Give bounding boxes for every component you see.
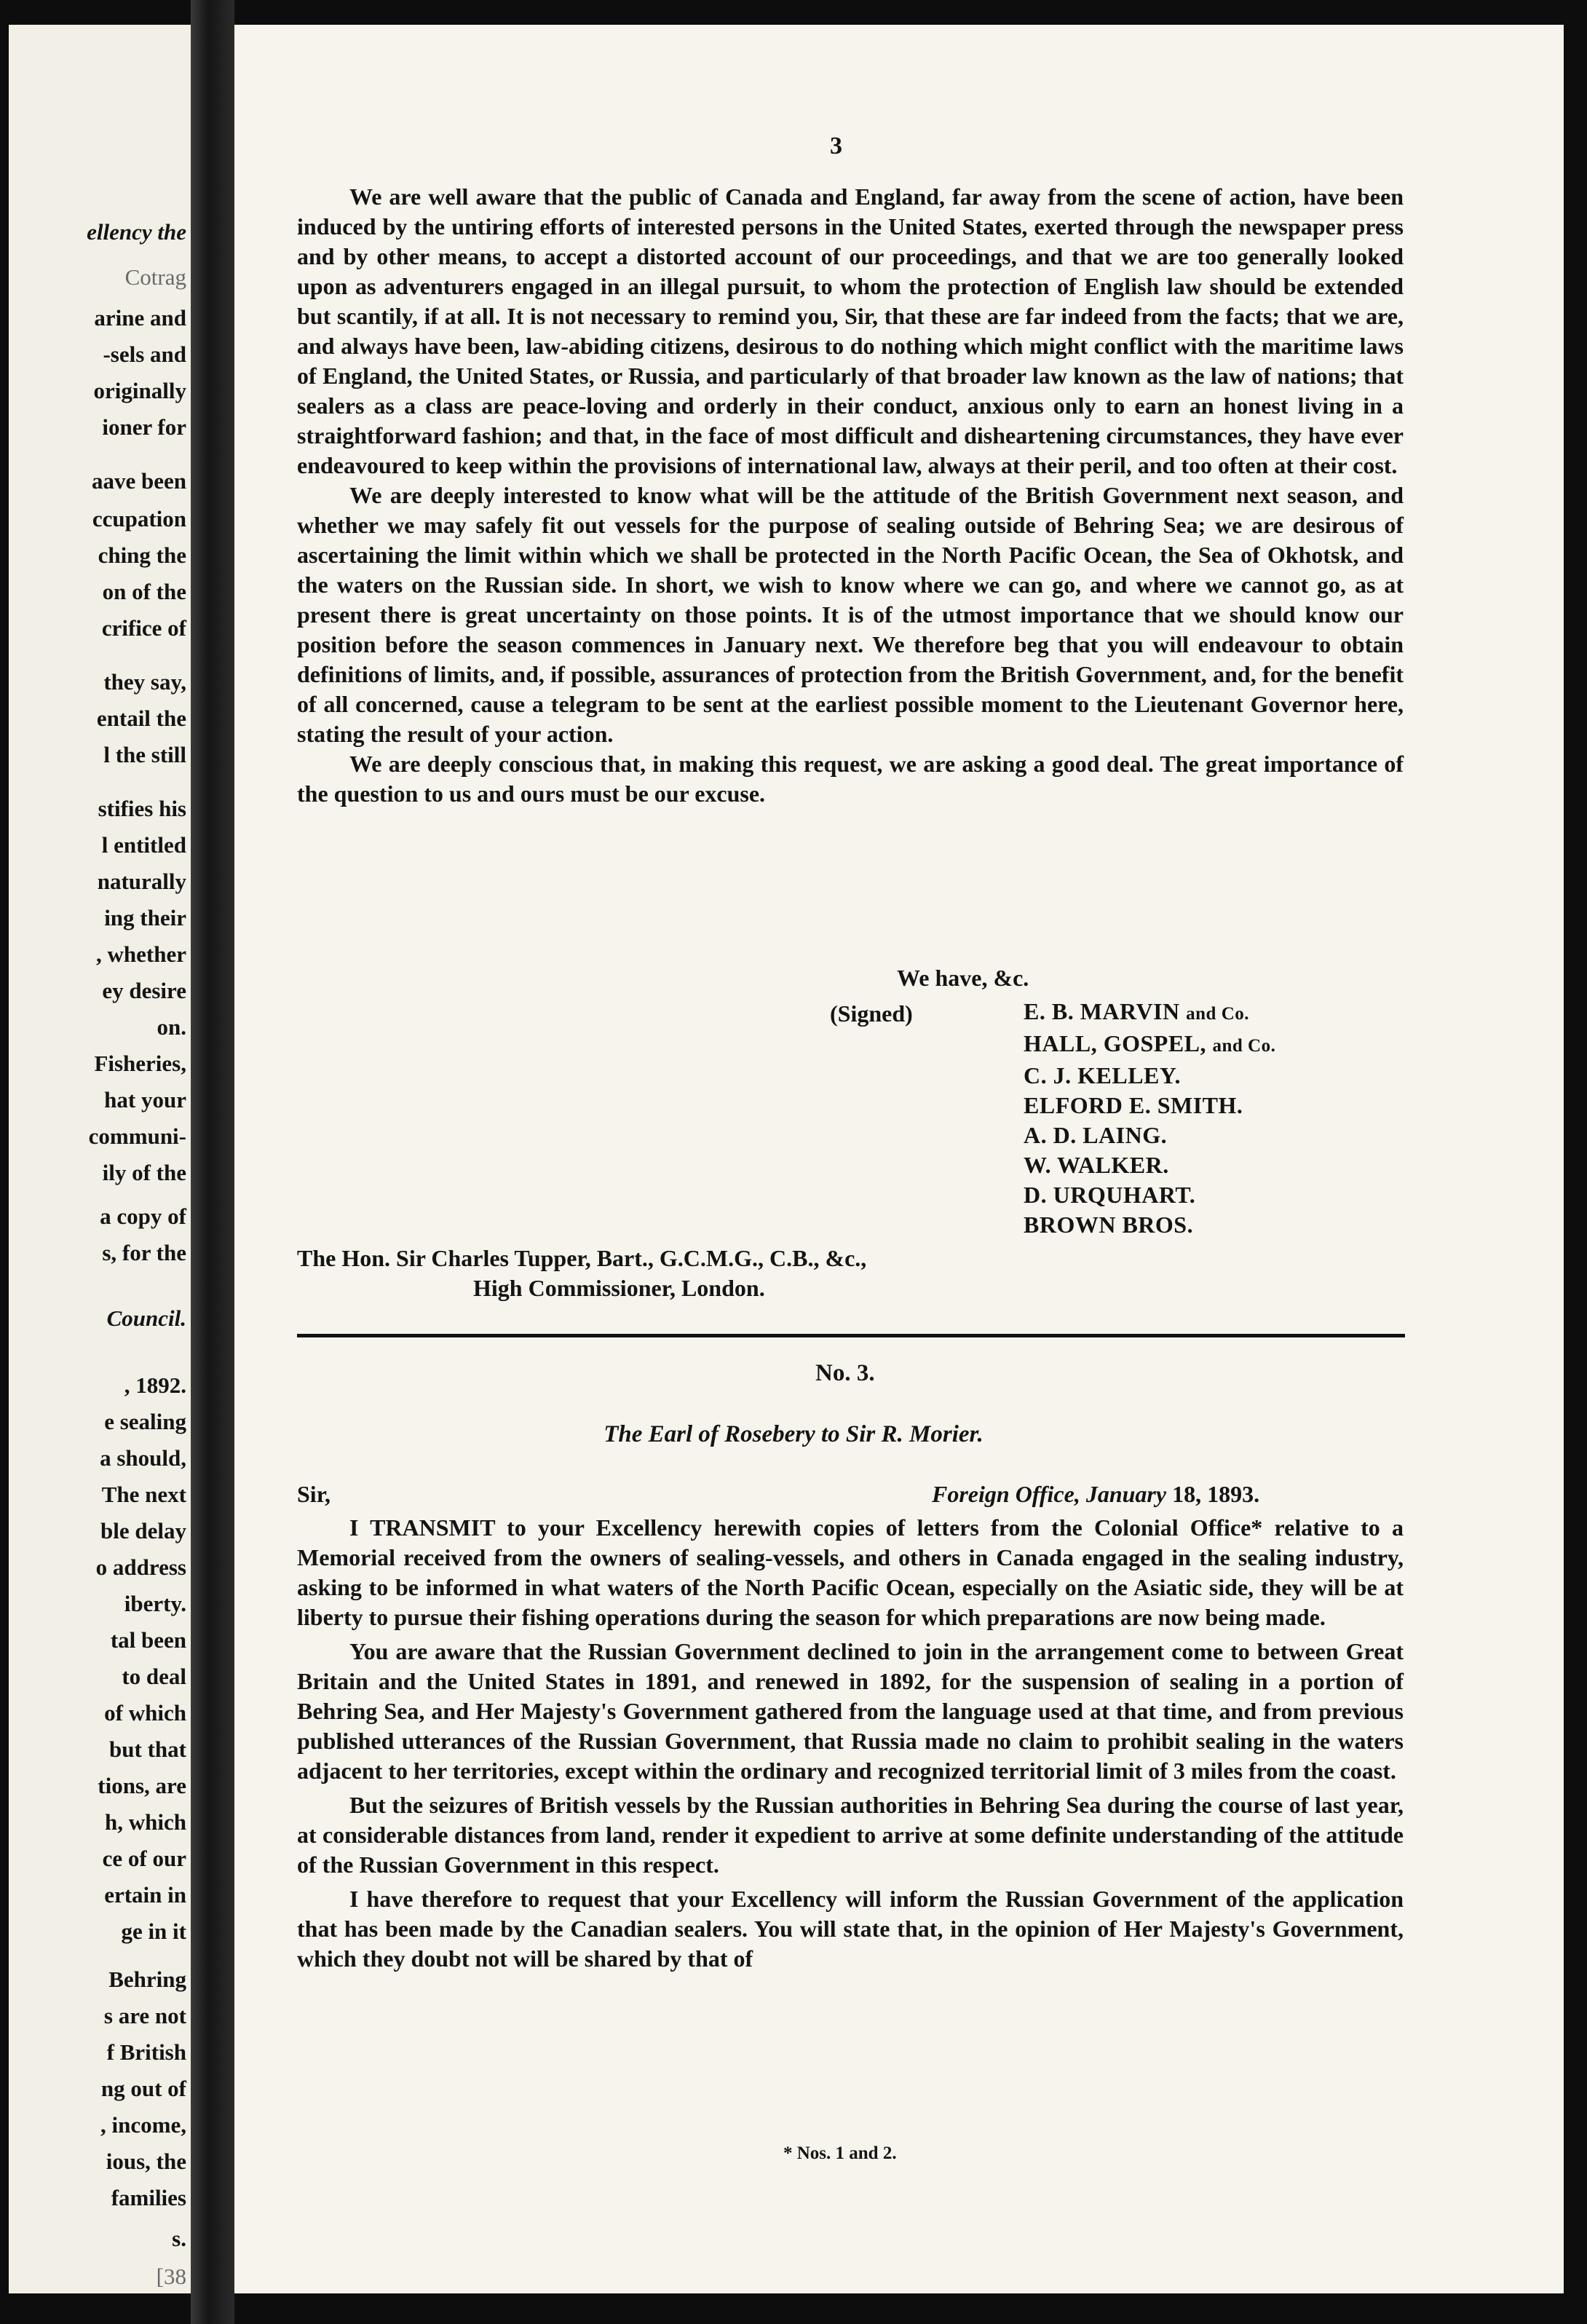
facing-page-text-fragment: ing their	[104, 905, 186, 930]
dispatch-paragraph: I TRANSMIT to your Excellency herewith copies of letters from the Colonial Office* relative to a Memorial received from the owners of sealing-vessels, and others in Canada engaged in the sealing industry, asking to be informed in what waters of the North Pacific Ocean, especially on the Asiatic side, they will be at liberty to pursue their fishing operations during the season for which preparations are now being made.	[297, 1514, 1404, 1630]
facing-page-text-fragment: they say,	[103, 669, 186, 695]
letter-body	[297, 182, 1404, 809]
footnote: * Nos. 1 and 2.	[783, 2143, 897, 2163]
facing-page-text-fragment: s are not	[103, 2003, 186, 2028]
letter-paragraph: We are deeply interested to know what will be the attitude of the British Government next season, and whether we may safely fit out vessels for the purpose of sealing outside of Behring Sea; we are desirous of ascertaining the limit within which we shall be protected in the North Pacific Ocean, the Sea of Okhotsk, and the waters on the Russian side. In short, we wish to know where we can go, and where we cannot go, as at present there is great uncertainty on those points. It is of the utmost importance that we should know our position before the season commences in January next. We therefore beg that you will endeavour to obtain definitions of limits, and, if possible, assurances of protection from the British Government, and, for the benefit of all concerned, cause a telegram to be sent at the earliest possible moment to the Lieutenant Governor here, stating the result of your action.	[297, 482, 1404, 747]
facing-page-text-fragment: crifice of	[101, 615, 186, 641]
facing-page-text-fragment: l entitled	[101, 832, 186, 858]
document-title: The Earl of Rosebery to Sir R. Morier.	[603, 1421, 984, 1447]
facing-page-text-fragment: Council.	[106, 1305, 186, 1331]
scan-border-left	[0, 0, 9, 2324]
facing-page-text-fragment: ily of the	[102, 1160, 186, 1185]
facing-page-text-fragment: f British	[106, 2039, 186, 2065]
signatory: C. J. KELLEY.	[1024, 1062, 1182, 1088]
scan-border-top	[0, 0, 1587, 25]
dispatch-paragraph: But the seizures of British vessels by the Russian authorities in Behring Sea during the course of last year, at considerable distances from land, render it expedient to arrive at some definite understanding of the attitude of the Russian Government in this respect.	[297, 1792, 1404, 1878]
facing-page-text-fragment: naturally	[97, 869, 186, 894]
facing-page-text-fragment: Behring	[108, 1967, 186, 1992]
facing-page-text-fragment: , whether	[96, 941, 186, 967]
facing-page-text-fragment: but that	[109, 1736, 186, 1762]
facing-page-text-fragment: ellency the	[87, 219, 186, 245]
signatory: A. D. LAING.	[1024, 1122, 1168, 1148]
dispatch-paragraph: I have therefore to request that your Excellency will inform the Russian Government of the application that has been made by the Canadian sealers. You will state that, in the opinion of Her Majesty's Government, which they doubt not will be shared by that of	[297, 1886, 1404, 1972]
facing-page-text-fragment: e sealing	[104, 1409, 186, 1434]
letter-paragraph: We are well aware that the public of Canada and England, far away from the scene of action, have been induced by the untiring efforts of interested persons in the United States, exerted through the newspaper press and by other means, to accept a distorted account of our proceedings, and that we are too generally looked upon as adventurers engaged in an illegal pursuit, to whom the protection of English law should be extended but scantily, if at all. It is not necessary to remind you, Sir, that these are far indeed from the facts; that we are, and always have been, law-abiding citizens, desirous to do nothing which might conflict with the maritime laws of England, the United States, or Russia, and particularly of that broader law known as the law of nations; that sealers as a class are peace-loving and orderly in their conduct, anxious only to earn an honest living in a straightforward fashion; and that, in the face of most difficult and disheartening circumstances, they have ever endeavoured to keep within the provisions of international law, always at their peril, and too often at their cost.	[297, 183, 1404, 478]
facing-page-text-fragment: , 1892.	[124, 1372, 186, 1398]
addressee-line: High Commissioner, London.	[473, 1275, 765, 1301]
facing-page-text-fragment: originally	[93, 378, 186, 403]
facing-page-text-fragment: The next	[101, 1482, 186, 1507]
salutation: Sir,	[297, 1481, 331, 1507]
closing-line: We have, &c.	[897, 965, 1029, 991]
book-gutter	[191, 0, 234, 2324]
dispatch-body	[297, 1513, 1404, 1974]
facing-page-text-fragment: l the still	[103, 742, 186, 767]
document-number: No. 3.	[815, 1360, 875, 1386]
facing-page-text-fragment: ching the	[98, 542, 186, 568]
addressee-block	[297, 1244, 866, 1303]
facing-page-text-fragment: ertain in	[104, 1882, 186, 1908]
facing-page-text-fragment: o address	[95, 1554, 186, 1580]
facing-page-text-fragment: on.	[157, 1014, 186, 1040]
facing-page-text-fragment: s, for the	[102, 1240, 186, 1265]
facing-page-text-fragment: a copy of	[100, 1204, 186, 1229]
facing-page-text-fragment: of which	[104, 1700, 186, 1726]
page-number: 3	[830, 133, 842, 159]
facing-page-text-fragment: Cotrag	[124, 264, 186, 290]
signed-label: (Signed)	[830, 1000, 913, 1027]
signatory: ELFORD E. SMITH.	[1024, 1092, 1243, 1118]
facing-page-text-fragment: , income,	[100, 2112, 186, 2138]
dateline-date: 18, 1893.	[1172, 1481, 1260, 1507]
facing-page-text-fragment: -sels and	[103, 341, 186, 367]
signatory: E. B. MARVIN and Co.	[1024, 998, 1250, 1024]
facing-page-text-fragment: to deal	[122, 1664, 186, 1689]
letter-paragraph: We are deeply conscious that, in making this request, we are asking a good deal. The great importance of the question to us and ours must be our excuse.	[297, 751, 1404, 807]
facing-page-text-fragment: entail the	[96, 706, 186, 731]
facing-page-text-fragment: s.	[172, 2226, 186, 2251]
facing-page-text-fragment: ious, the	[106, 2149, 186, 2174]
signatory: D. URQUHART.	[1024, 1182, 1196, 1208]
dispatch-paragraph: You are aware that the Russian Government declined to join in the arrangement come to between Great Britain and the United States in 1891, and renewed in 1892, for the suspension of sealing in a portion of Behring Sea, and Her Majesty's Government gathered from the language used at that time, and from previous published utterances of the Russian Government, that Russia made no claim to prohibit sealing in the waters adjacent to her territories, except within the ordinary and recognized territorial limit of 3 miles from the coast.	[297, 1638, 1404, 1784]
signatory-list	[1024, 997, 1275, 1240]
facing-page-text-fragment: ce of our	[102, 1846, 186, 1871]
facing-page-text-fragment: hat your	[104, 1087, 186, 1112]
facing-page-text-fragment: [38	[156, 2264, 186, 2289]
facing-page-text-fragment: tal been	[110, 1627, 186, 1653]
facing-page-text-fragment: ey desire	[102, 978, 186, 1003]
scan-border-right	[1564, 0, 1587, 2324]
facing-page-text-fragment: ccupation	[92, 506, 186, 531]
signatory: BROWN BROS.	[1024, 1212, 1194, 1238]
facing-page-fragment	[9, 25, 191, 2293]
facing-page-text-fragment: tions, are	[98, 1773, 186, 1798]
facing-page-text-fragment: h, which	[105, 1809, 186, 1835]
dateline	[932, 1481, 1259, 1508]
facing-page-text-fragment: on of the	[102, 579, 186, 604]
facing-page-text-fragment: aave been	[91, 468, 186, 494]
facing-page-text-fragment: ble delay	[100, 1518, 186, 1544]
facing-page-text-fragment: families	[111, 2185, 186, 2210]
signatory: W. WALKER.	[1024, 1152, 1169, 1178]
facing-page-text-fragment: stifies his	[98, 796, 186, 821]
dateline-place: Foreign Office, January	[932, 1481, 1167, 1507]
facing-page-text-fragment: Fisheries,	[94, 1051, 186, 1076]
facing-page-text-fragment: ng out of	[100, 2076, 186, 2101]
section-divider	[297, 1334, 1405, 1337]
facing-page-text-fragment: arine and	[94, 305, 186, 331]
addressee-line: The Hon. Sir Charles Tupper, Bart., G.C.M.G., C.B., &c.,	[297, 1245, 867, 1271]
scan-border-bottom	[0, 2293, 1587, 2324]
facing-page-text-fragment: ge in it	[121, 1918, 186, 1944]
facing-page-text-fragment: ioner for	[102, 414, 186, 440]
signatory: HALL, GOSPEL, and Co.	[1024, 1030, 1276, 1056]
facing-page-text-fragment: iberty.	[124, 1591, 186, 1616]
facing-page-text-fragment: communi-	[88, 1123, 186, 1149]
facing-page-text-fragment: a should,	[100, 1445, 186, 1471]
